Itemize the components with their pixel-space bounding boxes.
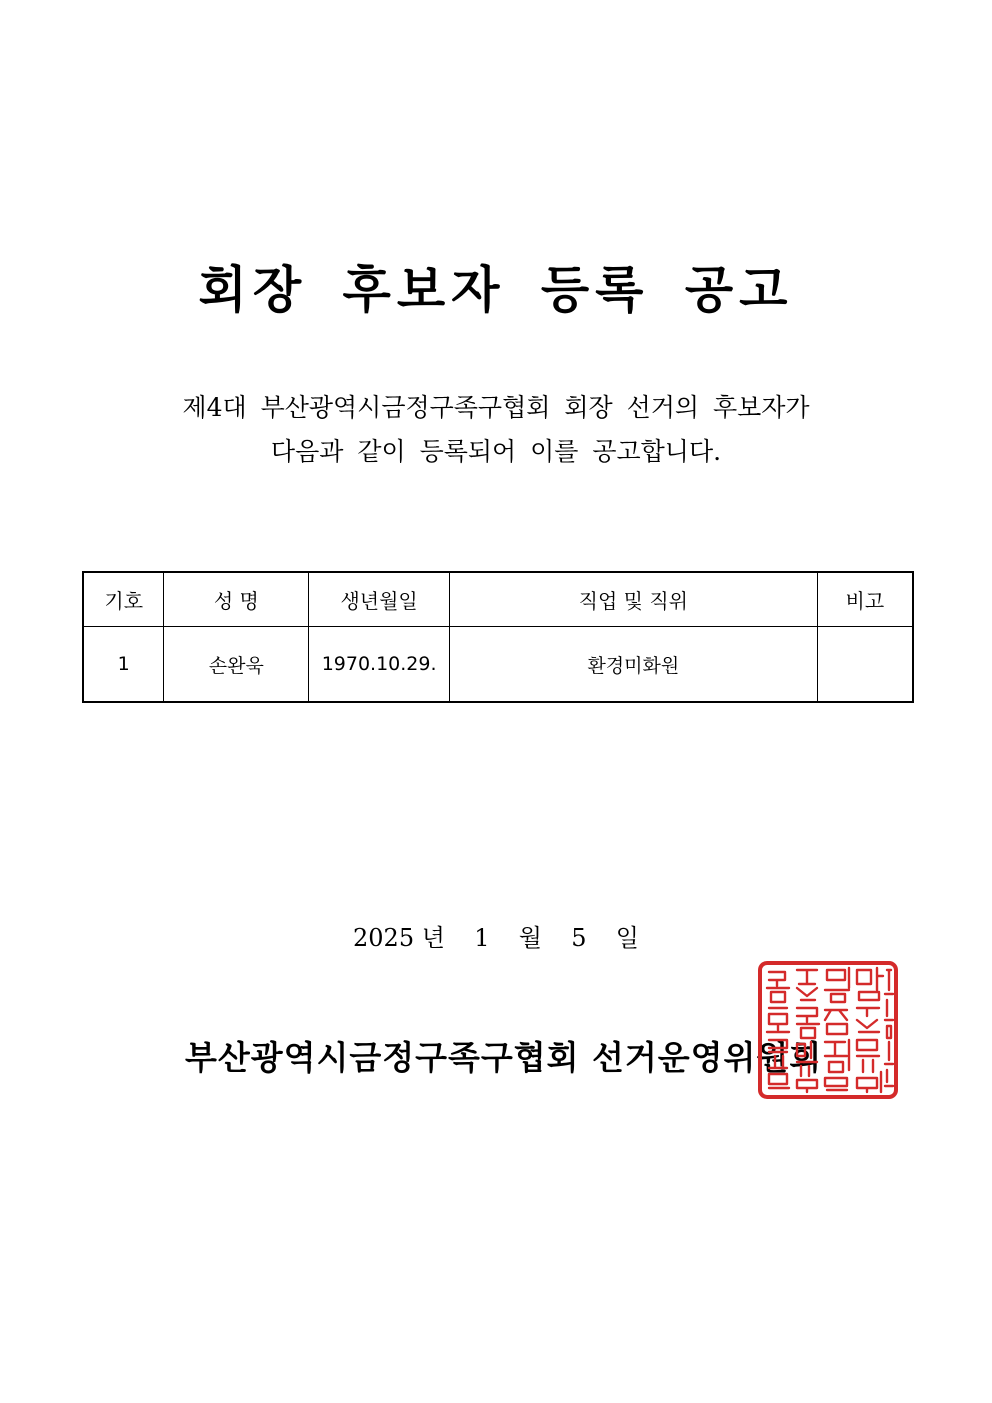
cell-birthdate: 1970.10.29.: [309, 627, 450, 703]
date-day: 5: [571, 924, 587, 952]
header-number: 기호: [83, 572, 164, 627]
intro-line-1: 제4대 부산광역시금정구족구협회 회장 선거의 후보자가: [182, 393, 810, 422]
header-birthdate: 생년월일: [309, 572, 450, 627]
date-day-unit: 일: [615, 924, 639, 952]
date-month: 1: [474, 924, 490, 952]
cell-remarks: [817, 627, 913, 703]
header-occupation: 직업 및 직위: [449, 572, 817, 627]
date-year: 2025: [353, 924, 415, 952]
date-year-unit: 년: [421, 924, 445, 952]
organization-name: 부산광역시금정구족구협회 선거운영위원회: [185, 1038, 823, 1077]
notice-title: 회장 후보자 등록 공고: [198, 260, 794, 319]
table-header-row: [83, 572, 913, 627]
candidate-table: [82, 571, 914, 703]
cell-occupation: 환경미화원: [449, 627, 817, 703]
header-name: 성 명: [164, 572, 309, 627]
header-remarks: 비고: [817, 572, 913, 627]
cell-name: 손완욱: [164, 627, 309, 703]
table-row: [83, 627, 913, 703]
official-seal-icon: [757, 960, 899, 1100]
notice-date: [0, 918, 992, 953]
intro-line-2: 다음과 같이 등록되어 이를 공고합니다.: [270, 437, 722, 466]
cell-number: 1: [83, 627, 164, 703]
date-month-unit: 월: [518, 924, 542, 952]
notice-intro: [0, 386, 992, 474]
